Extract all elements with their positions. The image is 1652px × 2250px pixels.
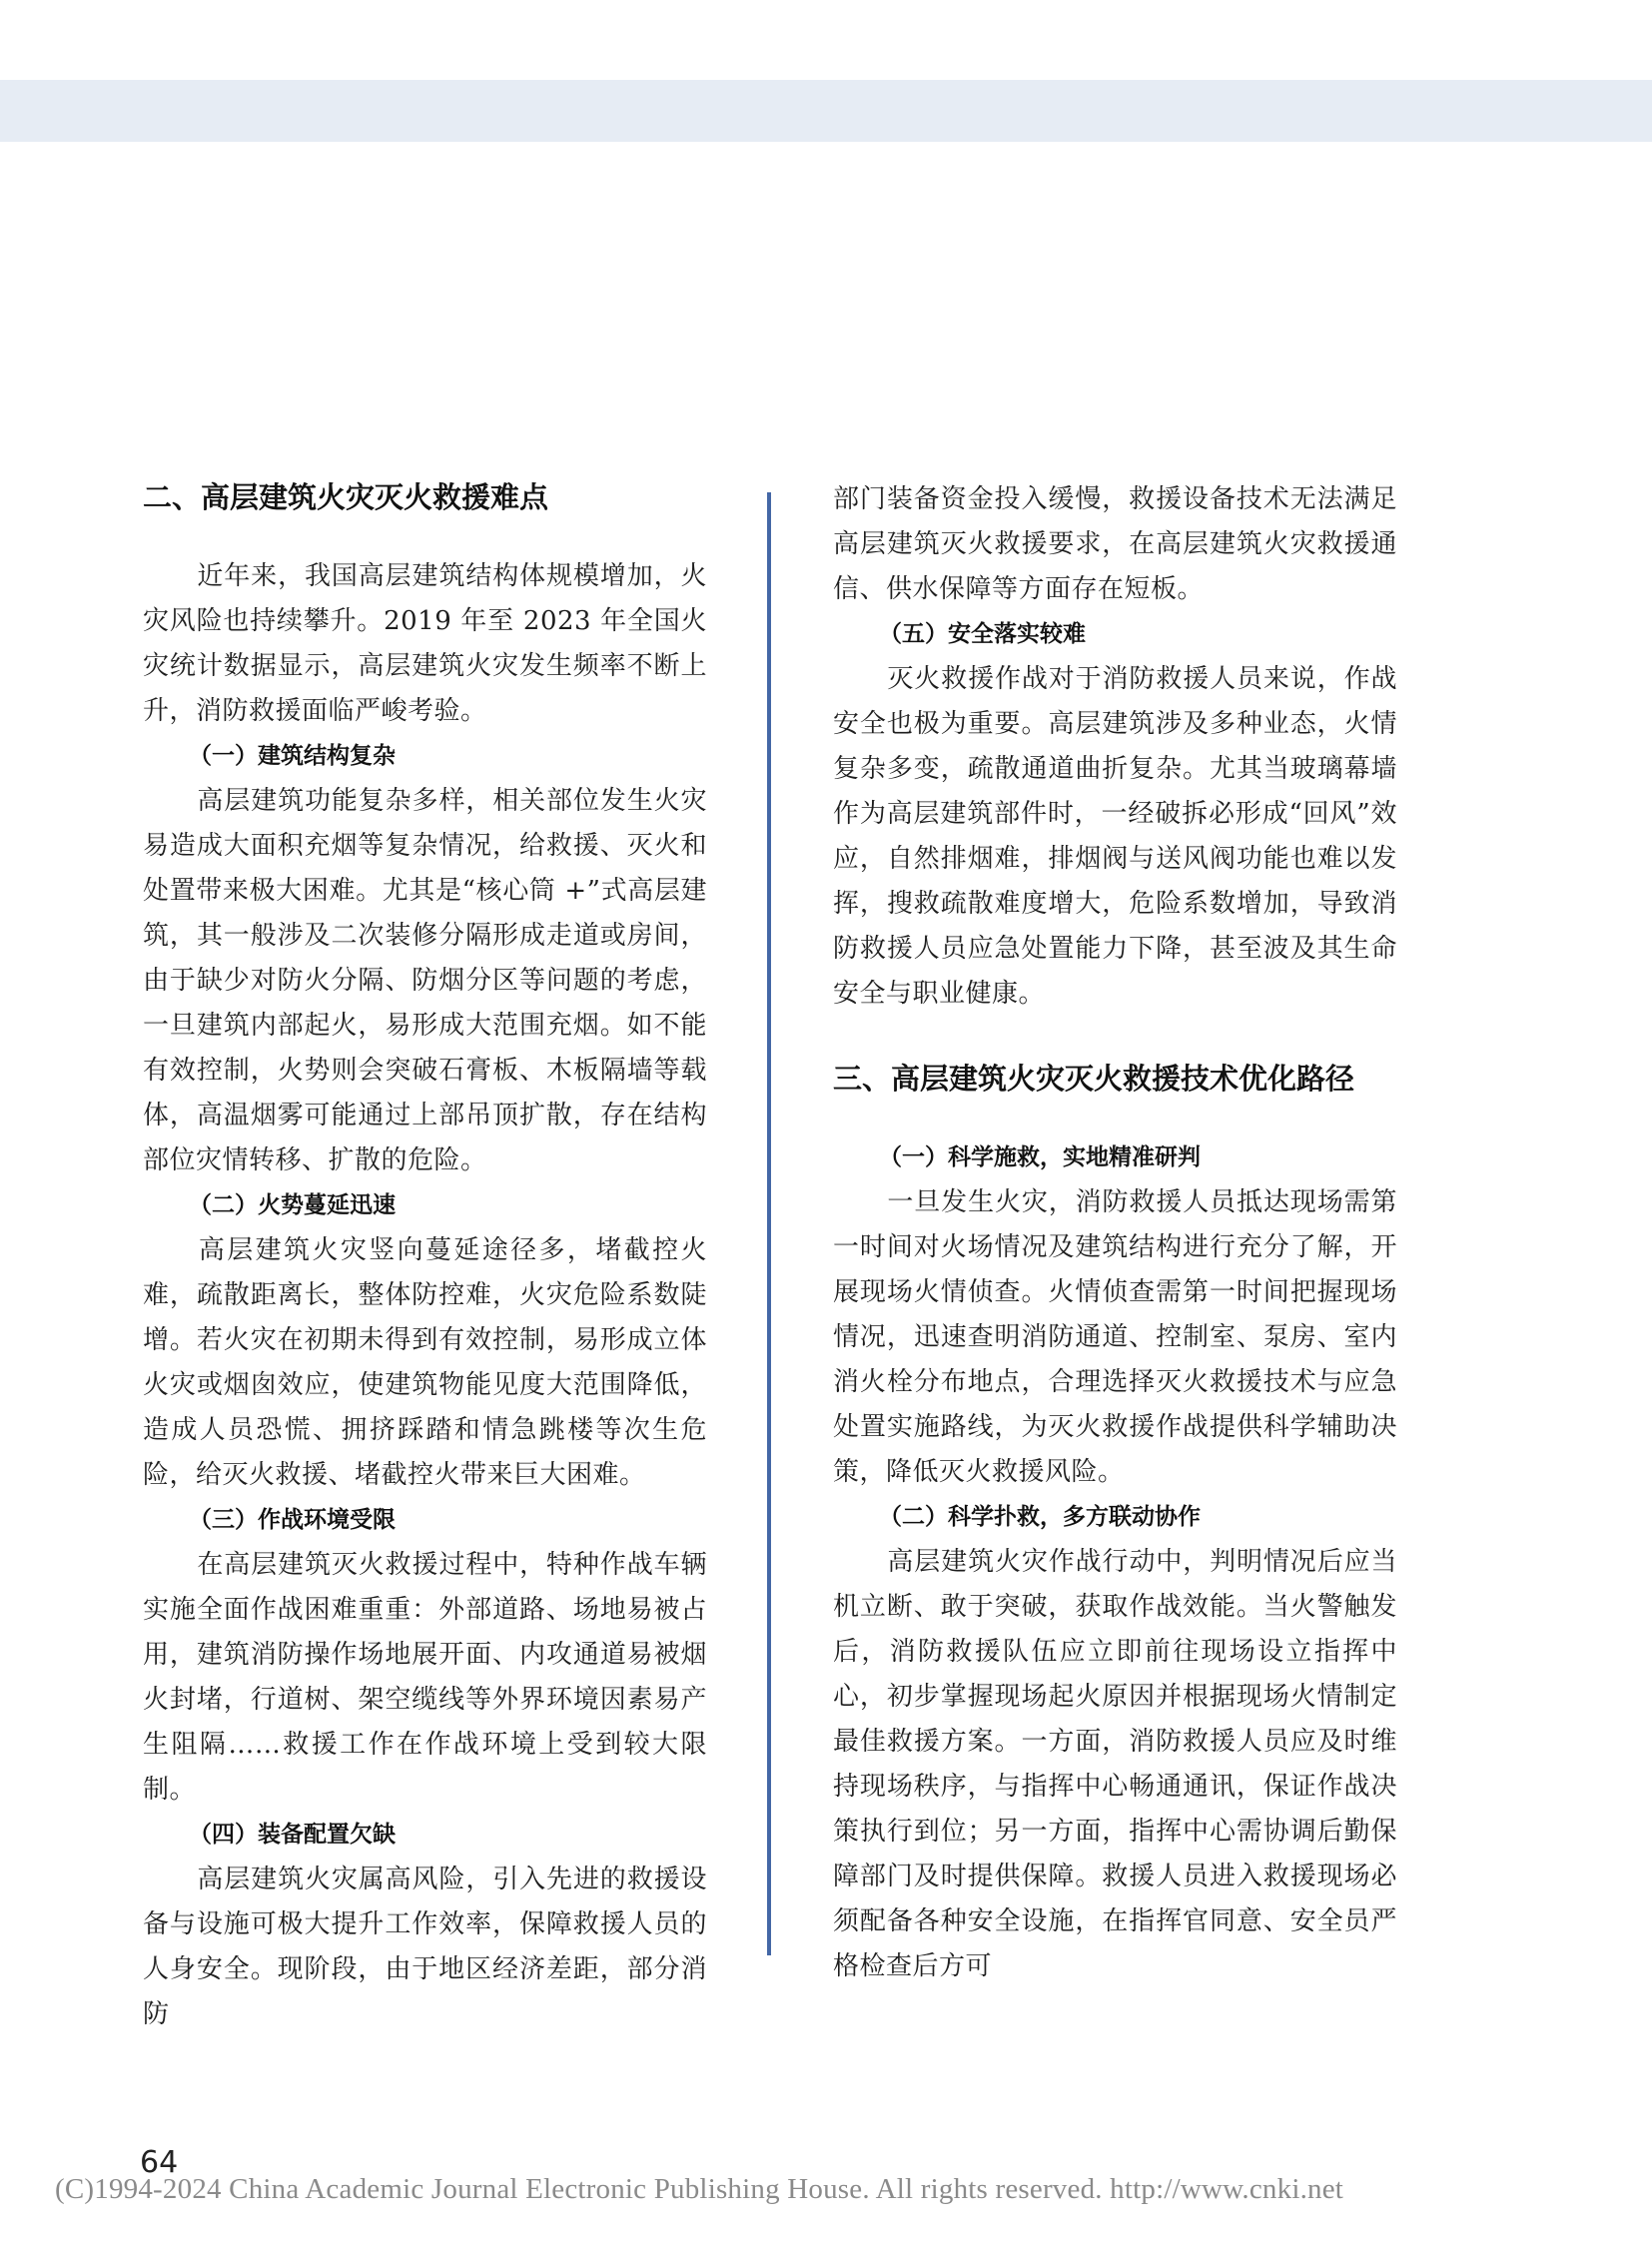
left-column — [143, 477, 707, 2037]
subheading: （二）科学扑救，多方联动协作 — [879, 1504, 1201, 1530]
paragraph — [833, 657, 1397, 1017]
paragraph-text: 近年来，我国高层建筑结构体规模增加，火灾风险也持续攀升。2019 年至 2023 年全国火灾统计数据显示，高层建筑火灾发生频率不断上升，消防救援面临严峻考验。 — [143, 561, 707, 726]
paragraph-text: 一旦发生火灾，消防救援人员抵达现场需第一时间对火场情况及建筑结构进行充分了解，开展现场火情侦查。火情侦查需第一时间把握现场情况，迅速查明消防通道、控制室、泵房、室内消火栓分布地点，合理选择灭火救援技术与应急处置实施路线，为灭火救援作战提供科学辅助决策，降低灭火救援风险。 — [833, 1187, 1397, 1487]
paragraph — [143, 1858, 707, 2037]
subheading: （一）科学施救，实地精准研判 — [879, 1144, 1201, 1170]
subheading: （一）建筑结构复杂 — [189, 743, 396, 769]
subheading: （二）火势蔓延迅速 — [189, 1192, 396, 1218]
paragraph-text: 部门装备资金投入缓慢，救援设备技术无法满足高层建筑灭火救援要求，在高层建筑火灾救援通信、供水保障等方面存在短板。 — [833, 484, 1397, 604]
subheading: （四）装备配置欠缺 — [189, 1822, 396, 1848]
paragraph-text: 高层建筑火灾作战行动中，判明情况后应当机立断、敢于突破，获取作战效能。当火警触发后，消防救援队伍应立即前往现场设立指挥中心，初步掌握现场起火原因并根据现场火情制定最佳救援方案。一方面，消防救援人员应及时维持现场秩序，与指挥中心畅通通讯，保证作战决策执行到位；另一方面，指挥中心需协调后勤保障部门及时提供保障。救援人员进入救援现场必须配备各种安全设施，在指挥官同意、安全员严格检查后方可 — [833, 1547, 1397, 1981]
section-heading-3: 三、高层建筑火灾灭火救援技术优化路径 — [833, 1062, 1355, 1096]
paragraph — [833, 477, 1397, 612]
paragraph-text: 灭火救援作战对于消防救援人员来说，作战安全也极为重要。高层建筑涉及多种业态，火情复杂多变，疏散通道曲折复杂。尤其当玻璃幕墙作为高层建筑部件时，一经破拆必形成“回风”效应，自然排烟难，排烟阀与送风阀功能也难以发挥，搜救疏散难度增大，危险系数增加，导致消防救援人员应急处置能力下降，甚至波及其生命安全与职业健康。 — [833, 664, 1397, 1009]
paragraph — [833, 1180, 1397, 1495]
paragraph-text: 高层建筑功能复杂多样，相关部位发生火灾易造成大面积充烟等复杂情况，给救援、灭火和处置带来极大困难。尤其是“核心筒 +”式高层建筑，其一般涉及二次装修分隔形成走道或房间，由于缺少对防火分隔、防烟分区等问题的考虑，一旦建筑内部起火，易形成大范围充烟。如不能有效控制，火势则会突破石膏板、木板隔墙等载体，高温烟雾可能通过上部吊顶扩散，存在结构部位灾情转移、扩散的危险。 — [143, 786, 707, 1175]
paragraph — [143, 1543, 707, 1813]
header-band — [0, 80, 1652, 142]
paragraph — [143, 554, 707, 734]
subheading: （三）作战环境受限 — [189, 1507, 396, 1533]
paragraph — [143, 779, 707, 1183]
right-column — [833, 477, 1397, 1989]
paragraph — [143, 1228, 707, 1498]
page-number: 64 — [140, 2145, 179, 2180]
paragraph-text: 高层建筑火灾竖向蔓延途径多，堵截控火难，疏散距离长，整体防控难，火灾危险系数陡增。若火灾在初期未得到有效控制，易形成立体火灾或烟囱效应，使建筑物能见度大范围降低，造成人员恐慌、拥挤踩踏和情急跳楼等次生危险，给灭火救援、堵截控火带来巨大困难。 — [143, 1235, 707, 1490]
column-divider — [767, 492, 771, 1955]
section-heading-2: 二、高层建筑火灾灭火救援难点 — [143, 480, 549, 514]
paragraph — [833, 1540, 1397, 1989]
subheading: （五）安全落实较难 — [879, 621, 1086, 647]
paragraph-text: 高层建筑火灾属高风险，引入先进的救援设备与设施可极大提升工作效率，保障救援人员的人身安全。现阶段，由于地区经济差距，部分消防 — [143, 1865, 707, 2029]
paragraph-text: 在高层建筑灭火救援过程中，特种作战车辆实施全面作战困难重重：外部道路、场地易被占用，建筑消防操作场地展开面、内攻通道易被烟火封堵，行道树、架空缆线等外界环境因素易产生阻隔……救援工作在作战环境上受到较大限制。 — [143, 1550, 707, 1805]
copyright-footer: (C)1994-2024 China Academic Journal Electronic Publishing House. All rights reserved. http://www.cnki.net — [55, 2173, 1344, 2205]
